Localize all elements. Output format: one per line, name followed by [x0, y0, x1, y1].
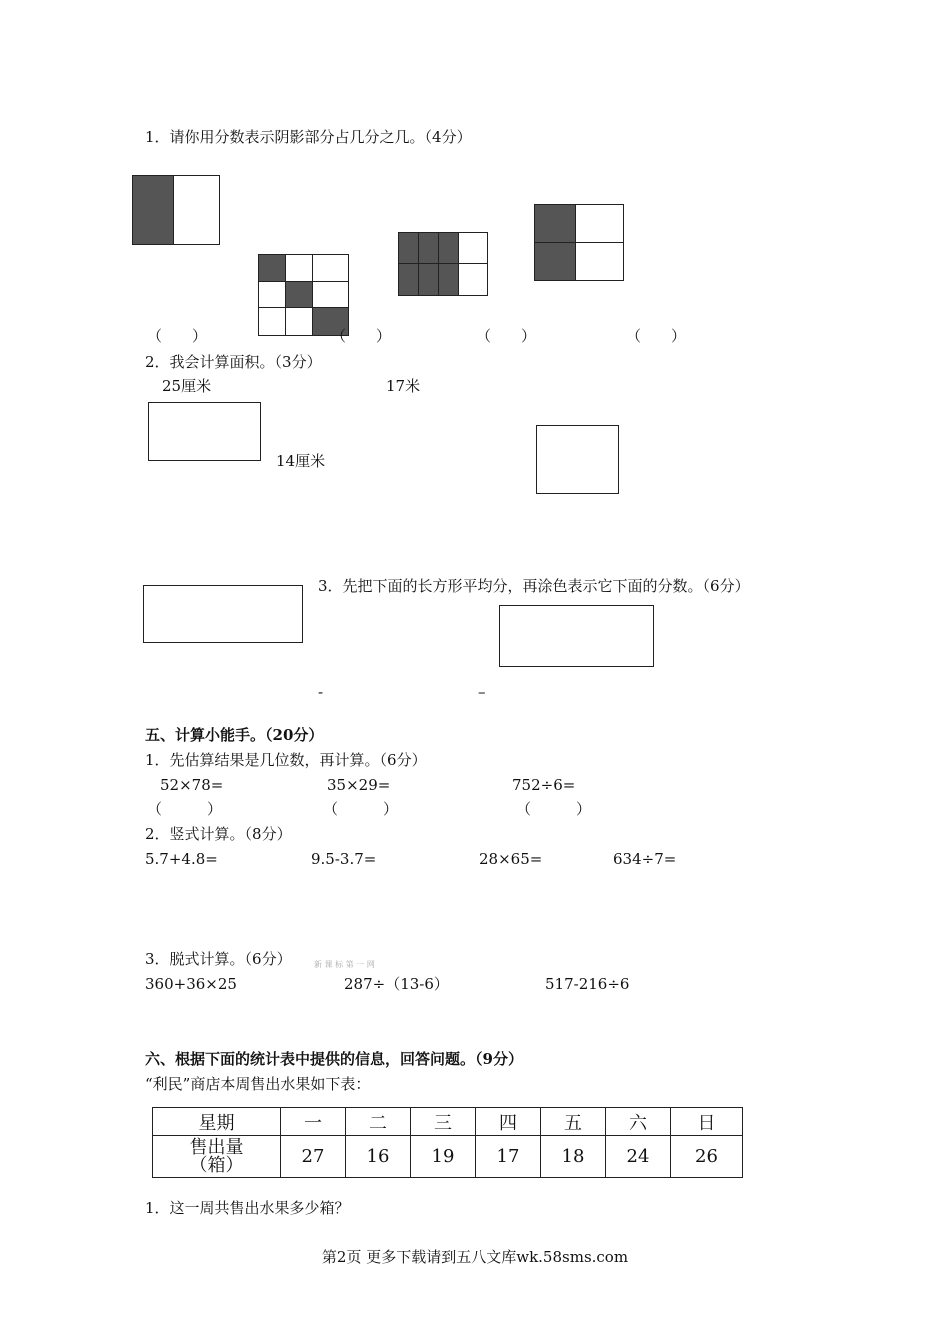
answer-blank[interactable]: （ ）	[516, 800, 592, 818]
blank-cell	[285, 254, 313, 282]
shaded-cell	[438, 263, 459, 296]
shaded-cell	[438, 232, 459, 264]
shaded-cell	[285, 281, 313, 308]
value-cell: 18	[541, 1136, 606, 1178]
answer-blank[interactable]: （ ）	[147, 327, 208, 345]
blank-cell	[575, 204, 624, 243]
label-side: 17米	[386, 377, 421, 395]
table-intro: “利民”商店本周售出水果如下表：	[145, 1075, 371, 1093]
value-cell: 19	[411, 1136, 476, 1178]
header-label: 星期	[153, 1108, 281, 1136]
value-cell: 17	[476, 1136, 541, 1178]
shaded-cell	[418, 263, 439, 296]
section-title-calculation: 五、计算小能手。（20分）	[145, 726, 324, 744]
shaded-cell	[132, 175, 174, 245]
answer-blank[interactable]: （ ）	[476, 327, 537, 345]
page-footer: 第2页 更多下载请到五八文库wk.58sms.com	[321, 1248, 629, 1266]
day-cell: 一	[281, 1108, 346, 1136]
day-cell: 日	[671, 1108, 743, 1136]
section-title-statistics: 六、根据下面的统计表中提供的信息，回答问题。（9分）	[145, 1050, 523, 1068]
fraction-placeholder: –	[478, 683, 486, 701]
blank-cell	[312, 281, 349, 308]
expression: 52×78=	[160, 776, 224, 794]
expression: 360+36×25	[145, 975, 237, 993]
shaded-cell	[418, 232, 439, 264]
question-total-sales: 1．这一周共售出水果多少箱？	[145, 1199, 350, 1217]
blank-cell	[285, 307, 313, 336]
blank-cell	[173, 175, 220, 245]
sales-table	[152, 1107, 743, 1178]
day-cell: 四	[476, 1108, 541, 1136]
shaded-cell	[534, 204, 576, 243]
question-divide-shade: 3．先把下面的长方形平均分，再涂色表示它下面的分数。（6分）	[318, 577, 750, 595]
shaded-cell	[398, 263, 419, 296]
expression: 517-216÷6	[545, 975, 630, 993]
blank-cell	[258, 307, 286, 336]
day-cell: 三	[411, 1108, 476, 1136]
expression: 28×65=	[479, 850, 543, 868]
table-row-values	[153, 1136, 743, 1178]
shaded-cell	[398, 232, 419, 264]
blank-cell	[312, 254, 349, 282]
watermark: 新 课 标 第 一 网	[314, 960, 375, 969]
row-label	[153, 1136, 281, 1178]
expression: 9.5-3.7=	[311, 850, 377, 868]
blank-cell	[258, 281, 286, 308]
answer-blank[interactable]: （ ）	[147, 800, 223, 818]
shaded-cell	[258, 254, 286, 282]
answer-blank[interactable]: （ ）	[331, 327, 392, 345]
answer-blank[interactable]: （ ）	[323, 800, 399, 818]
question-vertical-calc: 2．竖式计算。（8分）	[145, 825, 292, 843]
day-cell: 六	[606, 1108, 671, 1136]
expression: 634÷7=	[613, 850, 677, 868]
blank-cell	[458, 232, 488, 264]
rectangle-to-divide[interactable]	[499, 605, 654, 667]
fraction-placeholder: -	[318, 683, 324, 701]
expression: 752÷6=	[512, 776, 576, 794]
value-cell: 27	[281, 1136, 346, 1178]
label-width: 14厘米	[276, 452, 326, 470]
shaded-cell	[534, 242, 576, 281]
question-step-calc: 3．脱式计算。（6分）	[145, 950, 292, 968]
row-label-line: （箱）	[189, 1154, 244, 1176]
value-cell: 24	[606, 1136, 671, 1178]
expression: 5.7+4.8=	[145, 850, 218, 868]
day-cell: 五	[541, 1108, 606, 1136]
square-figure	[536, 425, 619, 494]
question-fraction-shading: 1．请你用分数表示阴影部分占几分之几。（4分）	[145, 128, 472, 146]
day-cell: 二	[346, 1108, 411, 1136]
question-estimate: 1．先估算结果是几位数，再计算。（6分）	[145, 751, 427, 769]
row-label-line: 售出量	[189, 1136, 244, 1158]
value-cell: 26	[671, 1136, 743, 1178]
expression: 35×29=	[327, 776, 391, 794]
answer-blank[interactable]: （ ）	[626, 327, 687, 345]
question-area: 2．我会计算面积。（3分）	[145, 353, 322, 371]
label-length: 25厘米	[162, 377, 212, 395]
rectangle-to-divide[interactable]	[143, 585, 303, 643]
table-row-header	[153, 1108, 743, 1136]
blank-cell	[575, 242, 624, 281]
blank-cell	[458, 263, 488, 296]
expression: 287÷（13-6）	[344, 975, 449, 993]
rectangle-figure	[148, 402, 261, 461]
value-cell: 16	[346, 1136, 411, 1178]
